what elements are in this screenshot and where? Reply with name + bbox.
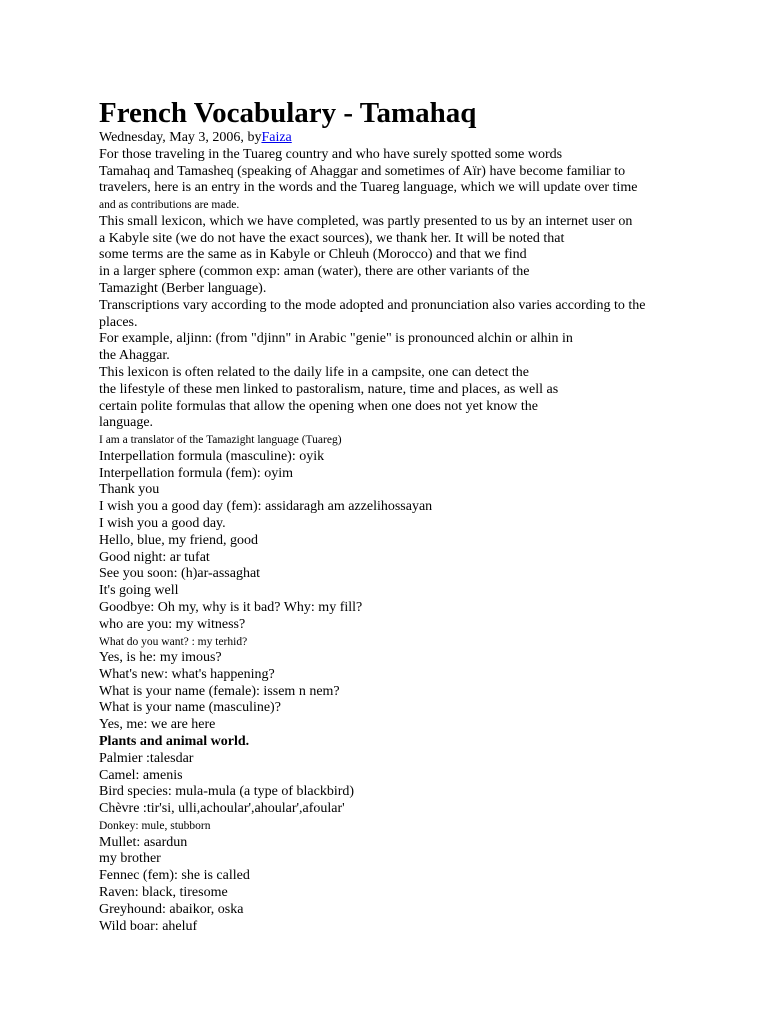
section-heading: Plants and animal world. xyxy=(99,734,250,750)
body-line: Bird species: mula-mula (a type of blackbird) xyxy=(99,784,355,800)
body-line: I am a translator of the Tamazight language (Tuareg) xyxy=(99,434,342,447)
body-line: who are you: my witness? xyxy=(99,616,246,632)
body-line: For example, aljinn: (from "djinn" in Arabic "genie" is pronounced alchin or alhin in xyxy=(99,331,573,347)
body-line: Transcriptions vary according to the mode adopted and pronunciation also varies according to the xyxy=(99,297,646,313)
body-line: and as contributions are made. xyxy=(99,199,240,212)
byline-by: by xyxy=(247,130,262,145)
body-line: certain polite formulas that allow the opening when one does not yet know the xyxy=(99,398,538,414)
body-line: Raven: black, tiresome xyxy=(99,885,228,901)
body-line: It's going well xyxy=(99,583,179,599)
body-line: This small lexicon, which we have completed, was partly presented to us by an internet user on xyxy=(99,213,633,229)
body-line: Interpellation formula (masculine): oyik xyxy=(99,448,325,464)
body-line: Fennec (fem): she is called xyxy=(99,868,250,884)
byline xyxy=(99,130,699,147)
body-line: Hello, blue, my friend, good xyxy=(99,532,259,548)
body-line: What is your name (masculine)? xyxy=(99,700,281,716)
body-line: What is your name (female): issem n nem? xyxy=(99,683,340,699)
body-line: For those traveling in the Tuareg country and who have surely spotted some words xyxy=(99,146,563,162)
body-line: Camel: amenis xyxy=(99,767,183,783)
body-line: Wild boar: aheluf xyxy=(99,918,198,934)
body-line: places. xyxy=(99,314,138,330)
body-line: Tamazight (Berber language). xyxy=(99,280,267,296)
body-line: Thank you xyxy=(99,482,160,498)
body-line: Tamahaq and Tamasheq (speaking of Ahaggar and sometimes of Aïr) have become familiar to xyxy=(99,163,626,179)
body-line: Donkey: mule, stubborn xyxy=(99,820,211,833)
body-line: the lifestyle of these men linked to pastoralism, nature, time and places, as well as xyxy=(99,381,559,397)
body-line: a Kabyle site (we do not have the exact sources), we thank her. It will be noted that xyxy=(99,230,565,246)
body-line: I wish you a good day (fem): assidaragh am azzelihossayan xyxy=(99,499,433,515)
body-line: some terms are the same as in Kabyle or Chleuh (Morocco) and that we find xyxy=(99,247,527,263)
body-line: language. xyxy=(99,415,154,431)
body-line: See you soon: (h)ar-assaghat xyxy=(99,566,261,582)
article xyxy=(99,96,699,935)
article-body xyxy=(99,147,699,936)
body-line: Goodbye: Oh my, why is it bad? Why: my fill? xyxy=(99,599,363,615)
body-line: travelers, here is an entry in the words and the Tuareg language, which we will update over time xyxy=(99,180,638,196)
author-link[interactable]: Faiza xyxy=(261,130,292,145)
body-line: in a larger sphere (common exp: aman (water), there are other variants of the xyxy=(99,264,530,280)
body-line: This lexicon is often related to the daily life in a campsite, one can detect the xyxy=(99,364,529,380)
body-line: What's new: what's happening? xyxy=(99,666,275,682)
body-line: Chèvre :tir'si, ulli,achoular',ahoular',afoular' xyxy=(99,801,345,817)
body-line: Greyhound: abaikor, oska xyxy=(99,901,244,917)
body-line: Good night: ar tufat xyxy=(99,549,210,565)
body-line: Yes, me: we are here xyxy=(99,717,216,733)
body-line: the Ahaggar. xyxy=(99,348,170,364)
article-title: French Vocabulary - Tamahaq xyxy=(99,97,477,129)
body-line: What do you want? : my terhid? xyxy=(99,635,248,648)
body-line: Yes, is he: my imous? xyxy=(99,650,222,666)
body-line: Interpellation formula (fem): oyim xyxy=(99,465,293,481)
byline-date: Wednesday, May 3, 2006, xyxy=(99,130,244,145)
body-line: Palmier :talesdar xyxy=(99,750,194,766)
body-line: I wish you a good day. xyxy=(99,515,226,531)
body-line: Mullet: asardun xyxy=(99,834,188,850)
body-line: my brother xyxy=(99,851,161,867)
